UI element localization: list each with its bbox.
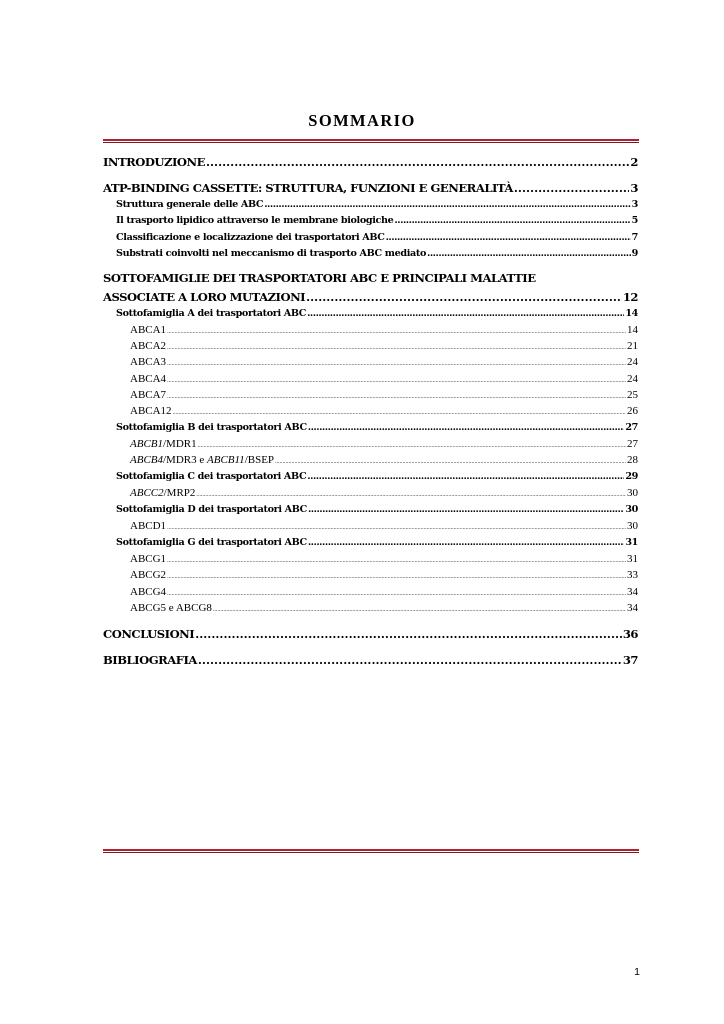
toc-entry-page: 36 bbox=[622, 627, 638, 641]
toc-entry-abcb4-abcb11[interactable] bbox=[130, 454, 638, 466]
toc-entry-page: 24 bbox=[627, 373, 638, 385]
toc-entry-title: BIBLIOGRAFIA bbox=[103, 653, 197, 667]
toc-leader-dots bbox=[167, 373, 626, 385]
toc-entry-conclusioni[interactable] bbox=[103, 627, 638, 641]
toc-leader-dots bbox=[196, 487, 626, 499]
toc-entry-title: ABCA3 bbox=[130, 356, 167, 368]
toc-entry-title: Classificazione e localizzazione dei trasportatori ABC bbox=[116, 232, 385, 243]
toc-entry-abca12[interactable] bbox=[130, 405, 638, 417]
toc-entry-page: 34 bbox=[627, 602, 638, 614]
toc-entry-page: 7 bbox=[631, 232, 638, 243]
toc-entry-title: Sottofamiglia G dei trasportatori ABC bbox=[116, 537, 307, 548]
page-number: 1 bbox=[634, 966, 640, 978]
toc-leader-dots bbox=[167, 389, 626, 401]
toc-leader-dots bbox=[394, 215, 630, 226]
toc-entry-title: Struttura generale delle ABC bbox=[116, 199, 264, 210]
toc-entry-classificazione[interactable] bbox=[116, 232, 638, 243]
toc-entry-title: Sottofamiglia A dei trasportatori ABC bbox=[116, 308, 307, 319]
toc-entry-sottofamiglie-line1[interactable] bbox=[103, 271, 638, 285]
toc-entry-page: 37 bbox=[622, 653, 638, 667]
toc-leader-dots bbox=[308, 422, 625, 433]
toc-leader-dots bbox=[386, 232, 631, 243]
toc-leader-dots bbox=[198, 438, 626, 450]
toc-leader-dots bbox=[198, 653, 622, 667]
gene-name-italic: ABCC2 bbox=[130, 487, 164, 499]
toc-entry-page: 30 bbox=[625, 504, 638, 515]
toc-entry-sottofamiglie-line2[interactable] bbox=[103, 290, 638, 304]
toc-entry-page: 34 bbox=[627, 586, 638, 598]
toc-leader-dots bbox=[275, 454, 626, 466]
toc-entry-page: 21 bbox=[627, 340, 638, 352]
toc-leader-dots bbox=[167, 340, 626, 352]
toc-leader-dots bbox=[307, 471, 624, 482]
toc-leader-dots bbox=[206, 155, 629, 169]
protein-name: /BSEP bbox=[244, 454, 275, 466]
toc-leader-dots bbox=[173, 405, 626, 417]
toc-entry-abca4[interactable] bbox=[130, 373, 638, 385]
toc-entry-abcg4[interactable] bbox=[130, 586, 638, 598]
toc-entry-title bbox=[130, 487, 195, 499]
toc-entry-title: INTRODUZIONE bbox=[103, 155, 205, 169]
toc-entry-title: ABCA7 bbox=[130, 389, 167, 401]
toc-entry-abcg5-abcg8[interactable] bbox=[130, 602, 638, 614]
toc-leader-dots bbox=[264, 199, 630, 210]
toc-entry-page: 28 bbox=[627, 454, 638, 466]
toc-leader-dots bbox=[167, 586, 626, 598]
toc-leader-dots bbox=[213, 602, 626, 614]
toc-entry-title: ATP-BINDING CASSETTE: STRUTTURA, FUNZIONI E GENERALITÀ bbox=[103, 181, 513, 195]
page-title: SOMMARIO bbox=[308, 111, 416, 130]
toc-entry-title bbox=[130, 438, 197, 450]
protein-name: /MDR3 e bbox=[163, 454, 207, 466]
toc-entry-title: ABCG4 bbox=[130, 586, 167, 598]
toc-entry-abcd1[interactable] bbox=[130, 520, 638, 532]
toc-entry-title: CONCLUSIONI bbox=[103, 627, 195, 641]
toc-entry-sottofamiglia-c[interactable] bbox=[116, 471, 638, 482]
bottom-divider bbox=[103, 849, 639, 854]
toc-entry-page: 29 bbox=[625, 471, 638, 482]
toc-entry-title: Il trasporto lipidico attraverso le membrane biologiche bbox=[116, 215, 394, 226]
toc-entry-bibliografia[interactable] bbox=[103, 653, 638, 667]
toc-entry-abcg2[interactable] bbox=[130, 569, 638, 581]
toc-entry-atp-binding-cassette[interactable] bbox=[103, 181, 638, 195]
toc-entry-page: 24 bbox=[627, 356, 638, 368]
toc-entry-title: ABCA4 bbox=[130, 373, 167, 385]
toc-entry-sottofamiglia-a[interactable] bbox=[116, 308, 638, 319]
toc-leader-dots bbox=[308, 537, 625, 548]
toc-entry-abca7[interactable] bbox=[130, 389, 638, 401]
toc-leader-dots bbox=[308, 504, 624, 515]
toc-entry-title: Sottofamiglia C dei trasportatori ABC bbox=[116, 471, 307, 482]
gene-name-italic: ABCB4 bbox=[130, 454, 163, 466]
toc-entry-page: 3 bbox=[631, 199, 638, 210]
toc-leader-dots bbox=[167, 520, 626, 532]
toc-entry-trasporto-lipidico[interactable] bbox=[116, 215, 638, 226]
toc-entry-sottofamiglia-b[interactable] bbox=[116, 422, 638, 433]
toc-entry-page: 26 bbox=[627, 405, 638, 417]
toc-entry-title: ABCA1 bbox=[130, 324, 167, 336]
toc-entry-title: ABCA2 bbox=[130, 340, 167, 352]
toc-entry-title: ABCG1 bbox=[130, 553, 167, 565]
gene-name-italic: ABCB11 bbox=[207, 454, 245, 466]
toc-entry-page: 14 bbox=[627, 324, 638, 336]
toc-entry-page: 2 bbox=[630, 155, 638, 169]
toc-entry-page: 27 bbox=[627, 438, 638, 450]
toc-entry-title: Sottofamiglia B dei trasportatori ABC bbox=[116, 422, 307, 433]
toc-entry-page: 30 bbox=[627, 487, 638, 499]
protein-name: /MDR1 bbox=[163, 438, 197, 450]
toc-leader-dots bbox=[195, 627, 622, 641]
toc-entry-title: SOTTOFAMIGLIE DEI TRASPORTATORI ABC E PRINCIPALI MALATTIE bbox=[103, 271, 536, 285]
toc-entry-struttura-generale[interactable] bbox=[116, 199, 638, 210]
toc-leader-dots bbox=[427, 248, 631, 259]
toc-entry-page: 30 bbox=[627, 520, 638, 532]
toc-leader-dots bbox=[167, 324, 626, 336]
toc-entry-abcc2[interactable] bbox=[130, 487, 638, 499]
toc-leader-dots bbox=[167, 569, 626, 581]
toc-leader-dots bbox=[307, 308, 624, 319]
toc-entry-title: ABCG2 bbox=[130, 569, 167, 581]
toc-entry-page: 5 bbox=[631, 215, 638, 226]
toc-entry-sottofamiglia-g[interactable] bbox=[116, 537, 638, 548]
toc-entry-substrati[interactable] bbox=[116, 248, 638, 259]
toc-entry-title: ASSOCIATE A LORO MUTAZIONI bbox=[103, 290, 306, 304]
toc-entry-title: ABCD1 bbox=[130, 520, 167, 532]
toc-entry-abca1[interactable] bbox=[130, 324, 638, 336]
toc-entry-page: 31 bbox=[625, 537, 638, 548]
toc-entry-introduzione[interactable] bbox=[103, 155, 638, 169]
toc-entry-abca2[interactable] bbox=[130, 340, 638, 352]
toc-entry-title: Substrati coinvolti nel meccanismo di trasporto ABC mediato bbox=[116, 248, 426, 259]
gene-name-italic: ABCB1 bbox=[130, 438, 163, 450]
toc-leader-dots bbox=[167, 356, 626, 368]
toc-entry-page: 33 bbox=[627, 569, 638, 581]
toc-entry-abcg1[interactable] bbox=[130, 553, 638, 565]
toc-entry-page: 31 bbox=[627, 553, 638, 565]
toc-entry-title: ABCA12 bbox=[130, 405, 172, 417]
toc-entry-page: 27 bbox=[625, 422, 638, 433]
toc-entry-page: 9 bbox=[631, 248, 638, 259]
protein-name: /MRP2 bbox=[163, 487, 196, 499]
toc-leader-dots bbox=[514, 181, 630, 195]
toc-entry-title: ABCG5 e ABCG8 bbox=[130, 602, 212, 614]
toc-leader-dots bbox=[167, 553, 626, 565]
toc-entry-page: 25 bbox=[627, 389, 638, 401]
toc-entry-abcb1[interactable] bbox=[130, 438, 638, 450]
toc-entry-page: 12 bbox=[622, 290, 638, 304]
toc-leader-dots bbox=[306, 290, 622, 304]
toc-entry-sottofamiglia-d[interactable] bbox=[116, 504, 638, 515]
toc-entry-title bbox=[130, 454, 274, 466]
toc-entry-page: 3 bbox=[630, 181, 638, 195]
toc-entry-abca3[interactable] bbox=[130, 356, 638, 368]
toc-entry-page: 14 bbox=[625, 308, 638, 319]
toc-entry-title: Sottofamiglia D dei trasportatori ABC bbox=[116, 504, 307, 515]
